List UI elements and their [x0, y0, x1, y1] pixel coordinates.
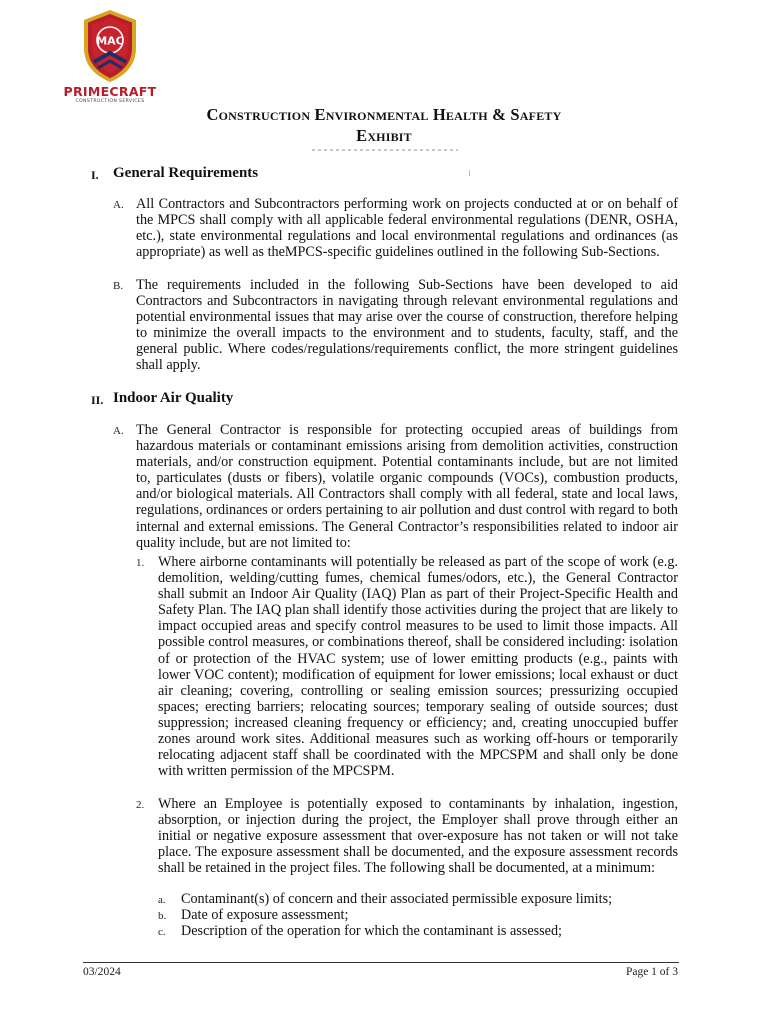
paragraph: Where an Employee is potentially exposed to contaminants by inhalation, ingestion, absorption, or injection during the project, the Employer shall prove through either an initial or negative exposure assessment that over-exposure has not taken or will not take place. The exposure assessment shall be documented, and the exposure assessment records shall be retained in the project files. The following shall be documented, at a minimum:	[158, 796, 678, 877]
item-marker: B.	[113, 280, 124, 292]
paragraph: All Contractors and Subcontractors performing work on projects conducted at or on behalf of the MPCS shall comply with all applicable federal environmental regulations (DENR, OSHA, etc.), state environmental regulations and local environmental regulations and ordinances (as appropriate) as well as theMPCS-specific guidelines outlined in the following Sub-Sections.	[136, 196, 678, 261]
company-logo	[58, 8, 162, 104]
faded-line	[312, 149, 458, 151]
section-number: I.	[91, 168, 99, 182]
document-subtitle: Exhibit	[356, 126, 412, 145]
list-item: Contaminant(s) of concern and their associated permissible exposure limits;	[181, 891, 613, 907]
footer-divider	[83, 962, 679, 963]
company-name: PRIMECRAFT	[63, 84, 157, 99]
logo-initials: MAC	[96, 34, 124, 48]
faint-mark	[469, 170, 470, 176]
item-marker: 2.	[136, 799, 145, 811]
list-item: Description of the operation for which the contaminant is assessed;	[181, 923, 562, 939]
list-item: Date of exposure assessment;	[181, 907, 349, 923]
section-title: Indoor Air Quality	[113, 390, 234, 406]
shield-icon	[80, 8, 140, 84]
list-marker: b.	[158, 910, 167, 922]
section-number: II.	[91, 393, 104, 407]
item-marker: 1.	[136, 557, 145, 569]
document-title: Construction Environmental Health & Safety	[206, 105, 562, 124]
paragraph: The General Contractor is responsible for protecting occupied areas of buildings from hazardous materials or contaminant emissions arising from demolition activities, construction materials, and/or construction equipment. Potential contaminants include, but are not limited to, particulates (dusts or fibers), volatile organic compounds (VOCs), combustion products, and/or biological materials. All Contractors shall comply with all federal, state and local laws, regulations, ordinances or orders pertaining to air pollution and dust control with regard to both internal and external emissions. The General Contractor’s responsibilities related to indoor air quality include, but are not limited to:	[136, 422, 678, 551]
list-marker: a.	[158, 894, 166, 906]
section-title: General Requirements	[113, 165, 259, 181]
footer-date: 03/2024	[83, 966, 121, 978]
paragraph: Where airborne contaminants will potentially be released as part of the scope of work (e.g. demolition, welding/cutting fumes, chemical fumes/odors, etc.), the General Contractor shall submit an Indoor Air Quality (IAQ) Plan as part of their Project-Specific Health and Safety Plan. The IAQ plan shall identify those activities during the project that are likely to impact occupied areas and specify control measures to be used to limit those impacts. All possible control measures, or combinations thereof, shall be considered including: isolation of or protection of the HVAC system; use of lower emitting products (e.g., paints with lower VOC content); modification of equipment for lower emissions; local exhaust or duct air cleaning; covering, controlling or sealing emission sources; pressurizing occupied spaces; erecting barriers; relocating sources; temporary sealing of outside sources; dust suppression; increased cleaning frequency or efficiency; and, creating unoccupied buffer zones around work sites. Additional measures such as working off-hours or temporarily relocating adjacent staff shall be coordinated with the MPCSPM and shall only be done with written permission of the MPCSPM.	[158, 554, 678, 780]
paragraph: The requirements included in the following Sub-Sections have been developed to aid Contractors and Subcontractors in navigating through relevant environmental regulations and potential environmental issues that may arise over the course of construction, therefore helping to minimize the overall impacts to the environment and to students, faculty, staff, and the general public. Where codes/regulations/requirements conflict, the more stringent guidelines shall apply.	[136, 277, 678, 374]
company-tagline: CONSTRUCTION SERVICES	[75, 99, 145, 104]
page-number: Page 1 of 3	[625, 966, 678, 978]
item-marker: A.	[113, 199, 124, 211]
item-marker: A.	[113, 425, 124, 437]
list-marker: c.	[158, 926, 166, 938]
